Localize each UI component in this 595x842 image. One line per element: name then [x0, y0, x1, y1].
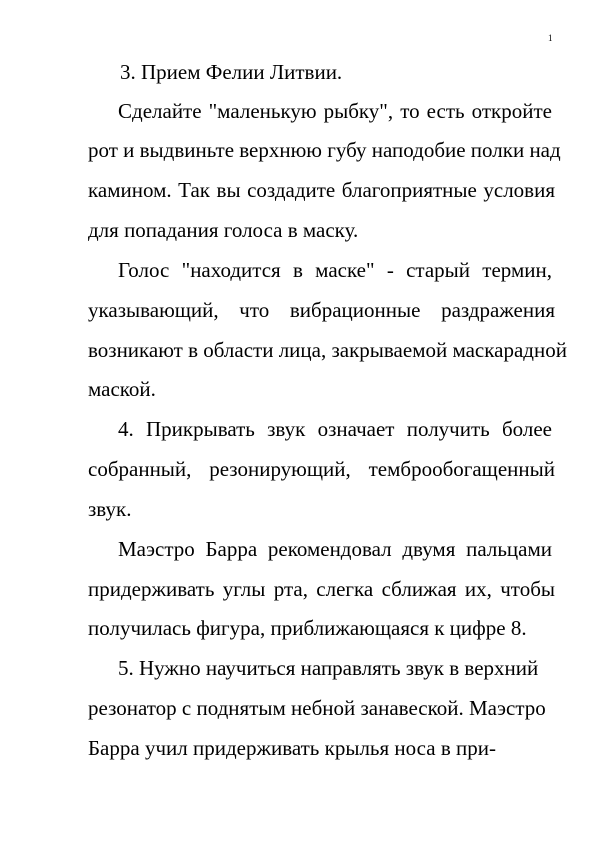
text-line: камином. Так вы создадите благоприятные условия [88, 178, 555, 202]
text-line: указывающий, что вибрационные раздражения [88, 298, 555, 322]
text-line: звук. [88, 497, 132, 521]
text-line: возникают в области лица, закрываемой маскарадной [88, 338, 567, 362]
text-line: Барра учил придерживать крылья носа в при- [88, 736, 496, 760]
text-line: Маэстро Барра рекомендовал двумя пальцами [118, 537, 552, 561]
text-line: Голос "находится в маске" - старый термин, [118, 258, 552, 282]
text-line: для попадания голоса в маску. [88, 218, 359, 242]
page-number: 1 [548, 33, 553, 43]
text-line: рот и выдвиньте верхнюю губу наподобие полки над [88, 138, 561, 162]
text-line: маской. [88, 377, 156, 401]
section-heading: 3. Прием Фелии Литвии. [120, 60, 343, 84]
text-line: резонатор с поднятым небной занавеской. Маэстро [88, 696, 546, 720]
text-line: придерживать углы рта, слегка сближая их, чтобы [88, 577, 555, 601]
text-line: собранный, резонирующий, темброобогащенный [88, 457, 555, 481]
text-line: 4. Прикрывать звук означает получить более [118, 417, 552, 441]
text-line: 5. Нужно научиться направлять звук в верхний [118, 656, 539, 680]
text-line: Сделайте "маленькую рыбку", то есть откройте [118, 99, 552, 123]
text-line: получилась фигура, приближающаяся к цифре 8. [88, 616, 527, 640]
